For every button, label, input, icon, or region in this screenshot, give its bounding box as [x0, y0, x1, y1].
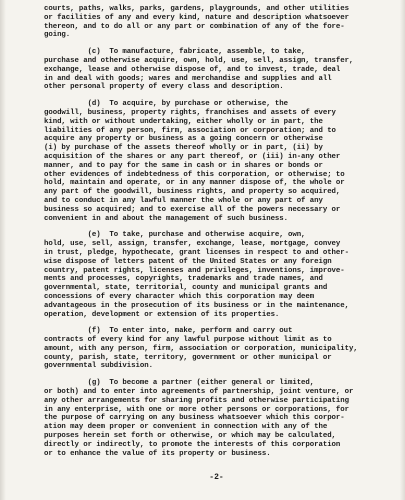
page-edge-right [400, 0, 405, 500]
paragraph-continuation: courts, paths, walks, parks, gardens, playgrounds, and other utilities or facilities of any and every kind, nature and description whatsoever thereon, and to do all or any part or combination of any of the fore- going. [44, 5, 349, 40]
paragraph-c: (c) To manufacture, fabricate, assemble, to take, purchase and otherwise acquire, own, hold, use, sell, assign, transfer, exchange, lease and otherwise dispose of, and to invest, trade, deal in and deal with goods; wares and merchandise and supplies and all other personal property of every class and description. [44, 48, 354, 92]
paragraph-e: (e) To take, purchase and otherwise acquire, own, hold, use, sell, assign, transfer, exchange, lease, mortgage, convey in trust, pledge, hypothecate, grant licenses in respect to and other- wise dispose of letters patent of the United States or any foreign country, patent rights, licenses and privileges, inventions, improve- ments and processes, copyrights, trademarks and trade names, and governmental, state, territorial, county and municipal grants and concessions of every character which this corporation may deem advantageous in the prosecution of its business or in the maintenance, operation, development or extension of its properties. [44, 231, 349, 319]
paragraph-g: (g) To become a partner (either general or limited, or both) and to enter into agreements of partnership, joint venture, or any other arrangements for sharing profits and otherwise participating in any enterprise, with one or more other persons or corporations, for the purpose of carrying on any business whatsoever which this corpor- ation may deem proper or convenient in connection with any of the purposes herein set forth or otherwise, or which may be calculated, directly or indirectly, to promote the interests of this corporation or to enhance the value of its property or business. [44, 379, 354, 458]
paragraph-d: (d) To acquire, by purchase or otherwise, the goodwill, business, property rights, franchises and assets of every kind, with or without undertaking, either wholly or in part, the liabilities of any person, firm, association or corporation; and to acquire any property or business as a going concern or otherwise (i) by purchase of the assets thereof wholly or in part, (ii) by acquisition of the shares or any part thereof, or (iii) in-any other manner, and to pay for the same in cash or in shares or bonds or other evidences of indebtedness of this corporation, or otherwise; to hold, maintain and operate, or in any manner dispose of, the whole or any part of the goodwill, business rights, and property so acquired, and to conduct in any lawful manner the whole or any part of any business so acquired; and to exercise all of the powers necessary or convenient in and about the management of such business. [44, 100, 345, 223]
page-edge-left [0, 0, 6, 500]
page-number: -2- [209, 473, 224, 482]
paragraph-f: (f) To enter into, make, perform and carry out contracts of every kind for any lawful purpose without limit as to amount, with any person, firm, association or corporation, municipality, county, parish, state, territory, government or other municipal or governmental subdivision. [44, 327, 358, 371]
